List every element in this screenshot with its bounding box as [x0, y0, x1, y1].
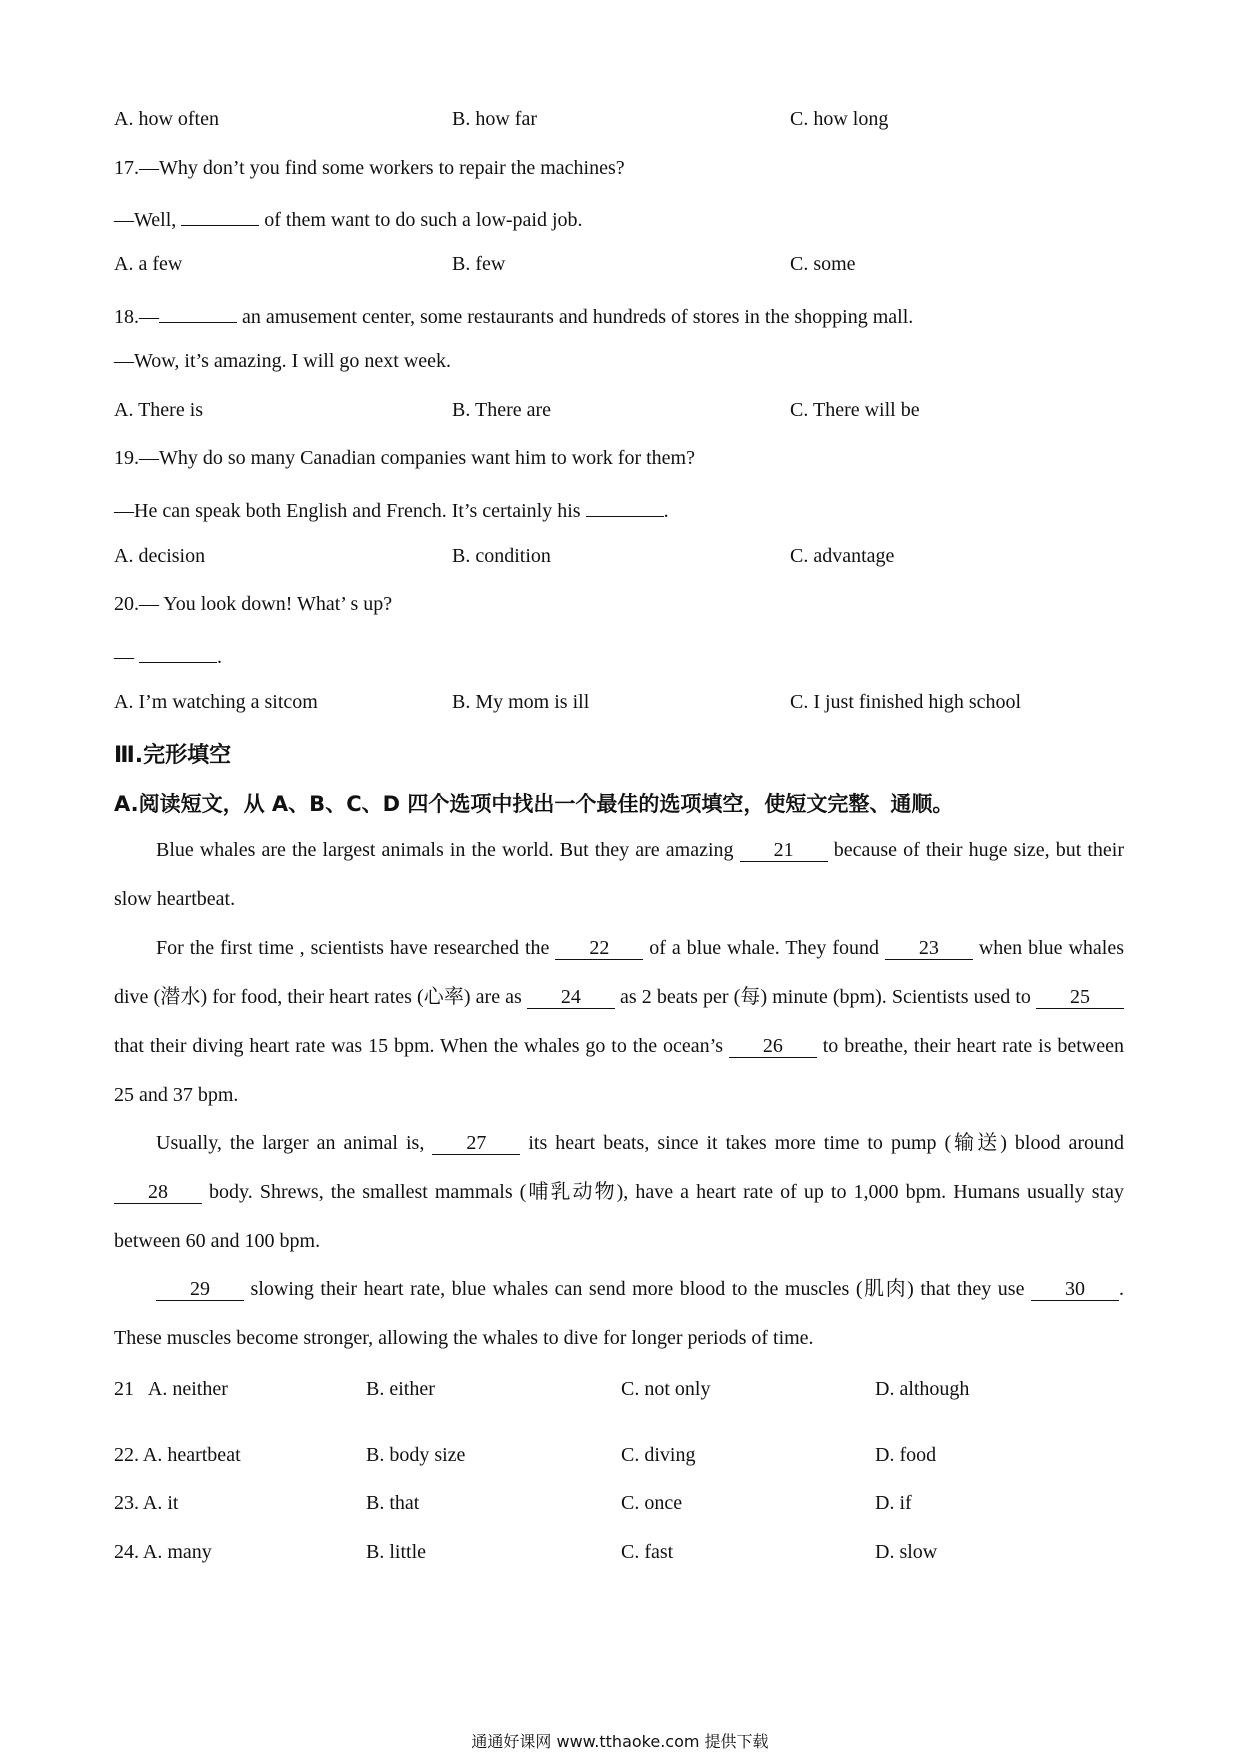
q19-option-b[interactable]: B. condition	[452, 545, 551, 567]
passage-text: Usually, the larger an animal is,	[156, 1132, 433, 1154]
q17-option-b[interactable]: B. few	[452, 253, 506, 275]
passage-paragraph-2	[114, 924, 1124, 1120]
q20-option-b[interactable]: B. My mom is ill	[452, 691, 590, 713]
q19-option-c[interactable]: C. advantage	[790, 545, 895, 567]
q23-option-b[interactable]: B. that	[366, 1492, 420, 1514]
q19-reply-start: —He can speak both English and French. It’s certainly his	[114, 500, 586, 522]
passage-text: its heart beats, since it takes more time to pump (输送) blood around	[520, 1132, 1124, 1154]
passage-text: For the first time , scientists have researched the	[156, 937, 556, 959]
q20-option-a[interactable]: A. I’m watching a sitcom	[114, 691, 318, 713]
passage-text: when blue whales dive (潜水) for food, their heart rates (心率) are as	[114, 937, 1124, 1008]
q17-reply-start: —Well,	[114, 209, 182, 231]
passage-text: body. Shrews, the smallest mammals (哺乳动物), have a heart rate of up to 1,000 bpm. Humans usually stay between 60 and 100 bpm.	[114, 1181, 1124, 1252]
q17-option-c[interactable]: C. some	[790, 253, 856, 275]
section-instruction: A.阅读短文，从 A、B、C、D 四个选项中找出一个最佳的选项填空，使短文完整、通顺。	[114, 792, 954, 816]
blank-26[interactable]: 26	[729, 1035, 817, 1058]
passage-paragraph-4	[114, 1265, 1124, 1363]
q22-option-a[interactable]: 22. A. heartbeat	[114, 1444, 241, 1466]
q18-option-c[interactable]: C. There will be	[790, 399, 920, 421]
blank-22[interactable]: 22	[555, 937, 643, 960]
q18-stem-start: 18.—	[114, 306, 159, 328]
blank-21[interactable]: 21	[740, 839, 828, 862]
blank-24[interactable]: 24	[527, 986, 615, 1009]
q16-option-a[interactable]: A. how often	[114, 108, 219, 130]
q20-reply-end: .	[217, 646, 222, 668]
q20-reply	[114, 642, 222, 669]
q22-option-c[interactable]: C. diving	[621, 1444, 696, 1466]
passage-text: that their diving heart rate was 15 bpm. When the whales go to the ocean’s	[114, 1035, 729, 1057]
q21-option-a[interactable]: 21 A. neither	[114, 1378, 228, 1400]
q19-reply	[114, 496, 669, 523]
q21-option-b[interactable]: B. either	[366, 1378, 435, 1400]
q22-option-b[interactable]: B. body size	[366, 1444, 466, 1466]
q18-reply: —Wow, it’s amazing. I will go next week.	[114, 350, 452, 372]
q24-option-b[interactable]: B. little	[366, 1541, 426, 1563]
q23-option-d[interactable]: D. if	[875, 1492, 912, 1514]
blank-30[interactable]: 30	[1031, 1278, 1119, 1301]
q19-stem: 19.—Why do so many Canadian companies want him to work for them?	[114, 447, 695, 469]
section-title: Ⅲ.完形填空	[114, 743, 232, 768]
q22-option-d[interactable]: D. food	[875, 1444, 937, 1466]
blank-29[interactable]: 29	[156, 1278, 244, 1301]
q20-stem: 20.— You look down! What’ s up?	[114, 593, 393, 615]
q21-option-d[interactable]: D. although	[875, 1378, 970, 1400]
q24-option-a[interactable]: 24. A. many	[114, 1541, 212, 1563]
blank-25[interactable]: 25	[1036, 986, 1124, 1009]
q19-option-a[interactable]: A. decision	[114, 545, 206, 567]
passage-text: as 2 beats per (每) minute (bpm). Scientists used to	[614, 986, 1036, 1008]
passage-text: . These muscles become stronger, allowing the whales to dive for longer periods of time.	[114, 1278, 1124, 1349]
q18-stem-end: an amusement center, some restaurants and hundreds of stores in the shopping mall.	[237, 306, 914, 328]
q17-reply-end: of them want to do such a low-paid job.	[259, 209, 583, 231]
q17-stem: 17.—Why don’t you find some workers to repair the machines?	[114, 157, 625, 179]
q16-option-b[interactable]: B. how far	[452, 108, 537, 130]
q20-reply-start: —	[114, 646, 139, 668]
blank-28[interactable]: 28	[114, 1181, 202, 1204]
q18-blank[interactable]	[159, 302, 237, 323]
q17-option-a[interactable]: A. a few	[114, 253, 183, 275]
passage-paragraph-1	[114, 826, 1124, 924]
passage-paragraph-3	[114, 1119, 1124, 1266]
q24-option-c[interactable]: C. fast	[621, 1541, 674, 1563]
passage-text: slowing their heart rate, blue whales can send more blood to the muscles (肌肉) that they use	[244, 1278, 1031, 1300]
q19-reply-end: .	[663, 500, 669, 522]
passage-text: Blue whales are the largest animals in the world. But they are amazing	[156, 839, 740, 861]
q16-option-c[interactable]: C. how long	[790, 108, 889, 130]
passage-text: to breathe, their heart rate is between 25 and 37 bpm.	[114, 1035, 1124, 1106]
q20-option-c[interactable]: C. I just finished high school	[790, 691, 1022, 713]
q23-option-a[interactable]: 23. A. it	[114, 1492, 179, 1514]
q17-reply	[114, 205, 583, 232]
q23-option-c[interactable]: C. once	[621, 1492, 683, 1514]
q18-option-a[interactable]: A. There is	[114, 399, 204, 421]
blank-23[interactable]: 23	[885, 937, 973, 960]
q20-blank[interactable]	[139, 642, 217, 663]
q18-option-b[interactable]: B. There are	[452, 399, 552, 421]
q21-option-c[interactable]: C. not only	[621, 1378, 711, 1400]
q19-blank[interactable]	[586, 496, 664, 517]
blank-27[interactable]: 27	[432, 1132, 520, 1155]
q24-option-d[interactable]: D. slow	[875, 1541, 938, 1563]
page-footer: 通通好课网 www.tthaoke.com 提供下载	[471, 1732, 769, 1751]
passage-text: of a blue whale. They found	[643, 937, 885, 959]
q17-blank[interactable]	[181, 205, 259, 226]
q18-stem	[114, 302, 913, 329]
passage-text: because of their huge size, but their slow heartbeat.	[114, 839, 1125, 910]
